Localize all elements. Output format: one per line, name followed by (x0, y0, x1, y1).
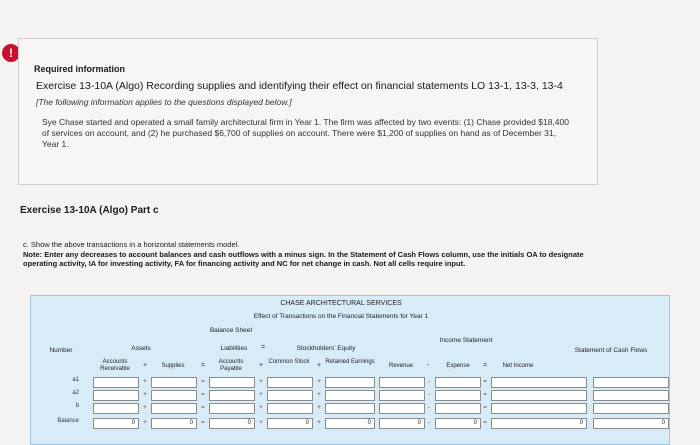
minus-sign: - (427, 362, 430, 369)
applies-note: [The following information applies to the questions displayed below.] (36, 97, 292, 107)
row-label: a2 (72, 390, 79, 396)
exercise-title: Exercise 13-10A (Algo) Recording supplies and identifying their effect on financial statements LO 13-1, 13-3, 13-4 (36, 80, 563, 92)
common-stock-input[interactable] (267, 390, 313, 401)
expense-input[interactable] (435, 377, 481, 388)
required-information-label: Required information (34, 64, 126, 74)
horizontal-statements-model-table (30, 295, 670, 445)
retained-earnings-header: Retained Earnings (325, 359, 375, 365)
row-label: b (75, 403, 79, 409)
equals-sign: = (201, 362, 206, 369)
accounts-receivable-balance: 0 (93, 418, 139, 429)
common-stock-input[interactable] (267, 403, 313, 414)
company-name: CHASE ARCHITECTURAL SERVICES (280, 300, 402, 307)
part-title: Exercise 13-10A (Algo) Part c (20, 205, 159, 216)
expense-balance: 0 (435, 418, 481, 429)
supplies-header: Supplies (161, 363, 185, 369)
instruction-note: Note: Enter any decreases to account balances and cash outflows with a minus sign. In the Statement of Cash Flows column, use the initials OA to designate operating activity, IA for investing activity, FA for financing activity and NC for net change in cash. Not all cells require input. (23, 249, 584, 268)
cash-flows-header: Statement of Cash Flows (574, 347, 648, 354)
supplies-input[interactable] (151, 377, 197, 388)
revenue-input[interactable] (379, 390, 425, 401)
retained-earnings-balance: 0 (325, 418, 375, 429)
cash-flows-input[interactable] (593, 390, 669, 401)
expense-header: Expense (446, 363, 470, 369)
retained-earnings-input[interactable] (325, 403, 375, 414)
income-statement-header: Income Statement (439, 337, 493, 344)
cash-flows-input[interactable] (593, 377, 669, 388)
accounts-payable-input[interactable] (209, 403, 255, 414)
equals-sign: = (261, 344, 266, 351)
revenue-balance: 0 (379, 418, 425, 429)
table-subtitle: Effect of Transactions on the Financial Statements for Year 1 (253, 313, 429, 320)
balance-sheet-header: Balance Sheet (209, 327, 253, 334)
accounts-payable-balance: 0 (209, 418, 255, 429)
revenue-input[interactable] (379, 403, 425, 414)
accounts-payable-header: Accounts Payable (218, 359, 244, 372)
accounts-receivable-input[interactable] (93, 390, 139, 401)
required-information-panel (18, 38, 598, 185)
common-stock-input[interactable] (267, 377, 313, 388)
supplies-input[interactable] (151, 390, 197, 401)
net-income-input[interactable] (491, 390, 587, 401)
balance-row: Balance 0 + 0 = 0 + 0 + 0 0 - 0 = 0 0 (31, 418, 671, 429)
expense-input[interactable] (435, 403, 481, 414)
table-row: a2 + = + + - = (31, 390, 671, 401)
plus-sign: + (317, 362, 322, 369)
expense-input[interactable] (435, 390, 481, 401)
retained-earnings-input[interactable] (325, 377, 375, 388)
cash-flows-balance: 0 (593, 418, 669, 429)
stockholders-equity-header: Stockholders' Equity (296, 345, 356, 352)
retained-earnings-input[interactable] (325, 390, 375, 401)
net-income-input[interactable] (491, 403, 587, 414)
accounts-payable-input[interactable] (209, 377, 255, 388)
net-income-balance: 0 (491, 418, 587, 429)
row-label: a1 (72, 377, 79, 383)
cash-flows-input[interactable] (593, 403, 669, 414)
table-row: b + = + + - = (31, 403, 671, 414)
supplies-input[interactable] (151, 403, 197, 414)
common-stock-balance: 0 (267, 418, 313, 429)
accounts-payable-input[interactable] (209, 390, 255, 401)
common-stock-header: Common Stock (268, 359, 310, 365)
revenue-input[interactable] (379, 377, 425, 388)
alert-icon: ! (2, 44, 20, 62)
revenue-header: Revenue (388, 363, 414, 369)
plus-sign: + (143, 362, 148, 369)
liabilities-header: Liabilities (220, 345, 248, 352)
assets-header: Assets (131, 345, 151, 352)
instructions (23, 240, 598, 269)
accounts-receivable-input[interactable] (93, 377, 139, 388)
instruction-line: c. Show the above transactions in a horizontal statements model. (23, 240, 240, 249)
equals-sign: = (483, 362, 488, 369)
net-income-header: Net Income (502, 363, 534, 369)
row-label: Balance (57, 418, 79, 424)
number-header: Number (49, 347, 73, 354)
plus-sign: + (259, 362, 264, 369)
scenario-text: Sye Chase started and operated a small family architectural firm in Year 1. The firm was affected by two events: (1) Chase provided $18,400 of services on account, and (2) he purchased $6,700 of supplies on account. There were $1,200 of supplies on hand as of December 31, Year 1. (42, 117, 569, 149)
accounts-receivable-header: Accounts Receivable (100, 359, 130, 372)
net-income-input[interactable] (491, 377, 587, 388)
supplies-balance: 0 (151, 418, 197, 429)
table-row: a1 + = + + - = (31, 377, 671, 388)
accounts-receivable-input[interactable] (93, 403, 139, 414)
